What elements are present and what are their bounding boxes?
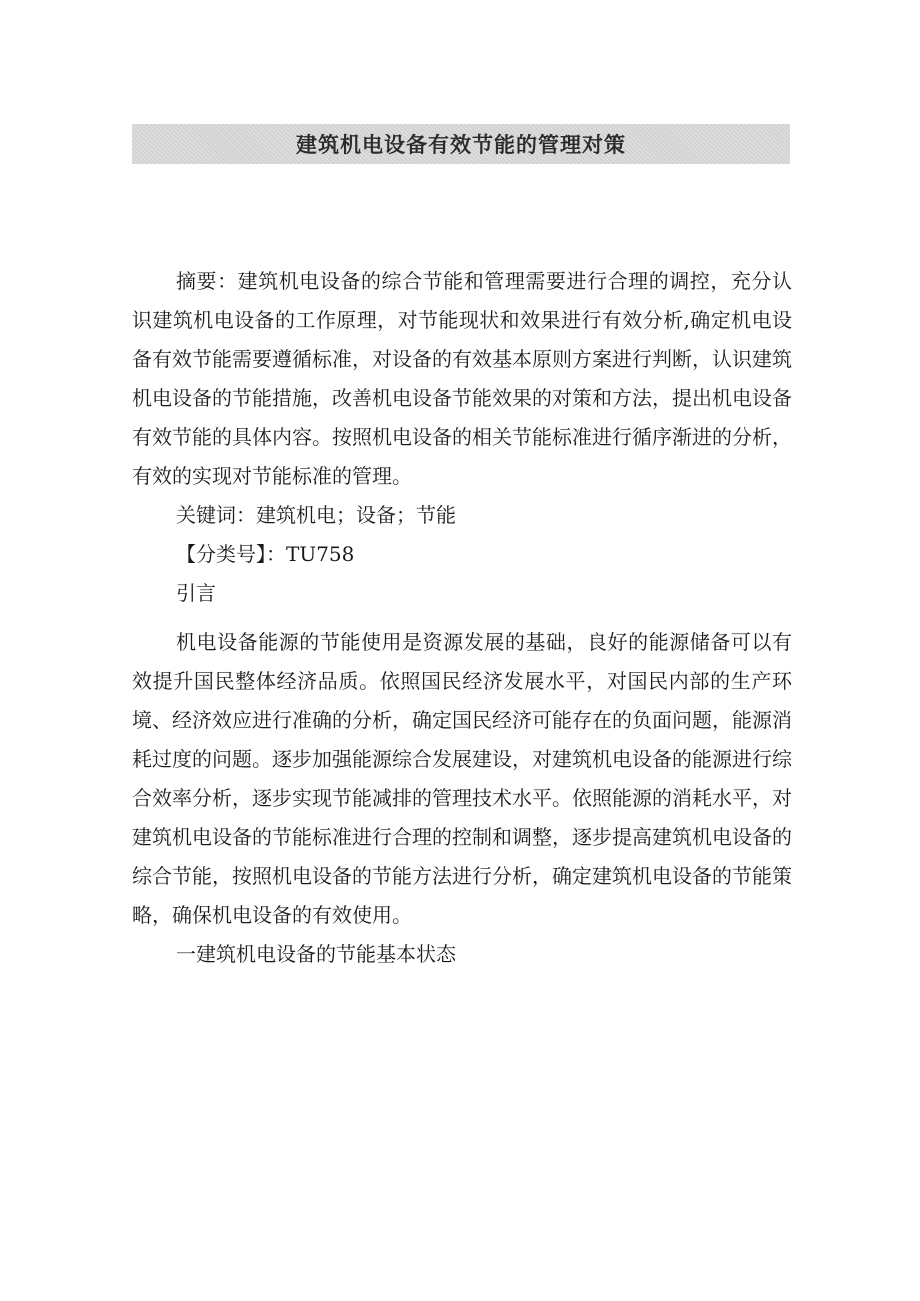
intro-paragraph: 机电设备能源的节能使用是资源发展的基础，良好的能源储备可以有效提升国民整体经济品质。依照国民经济发展水平，对国民内部的生产环境、经济效应进行准确的分析，确定国民经济可能存在的负面问题，能源消耗过度的问题。逐步加强能源综合发展建设，对建筑机电设备的能源进行综合效率分析，逐步实现节能减排的管理技术水平。依照能源的消耗水平，对建筑机电设备的节能标准进行合理的控制和调整，逐步提高建筑机电设备的综合节能，按照机电设备的节能方法进行分析，确定建筑机电设备的节能策略，确保机电设备的有效使用。: [132, 630, 792, 927]
classification-line: 【分类号】：TU758: [176, 542, 355, 566]
title-banner: [132, 124, 790, 164]
section-one-heading: 一建筑机电设备的节能基本状态: [176, 942, 456, 966]
document-title: 建筑机电设备有效节能的管理对策: [296, 133, 626, 157]
abstract-paragraph: 摘要：建筑机电设备的综合节能和管理需要进行合理的调控，充分认识建筑机电设备的工作原理，对节能现状和效果进行有效分析,确定机电设备有效节能需要遵循标准，对设备的有效基本原则方案进行判断，认识建筑机电设备的节能措施，改善机电设备节能效果的对策和方法，提出机电设备有效节能的具体内容。按照机电设备的相关节能标准进行循序渐进的分析，有效的实现对节能标准的管理。: [132, 269, 792, 488]
document-body: [132, 262, 792, 974]
intro-heading: 引言: [176, 581, 216, 605]
keywords-line: 关键词：建筑机电；设备；节能: [176, 503, 456, 527]
